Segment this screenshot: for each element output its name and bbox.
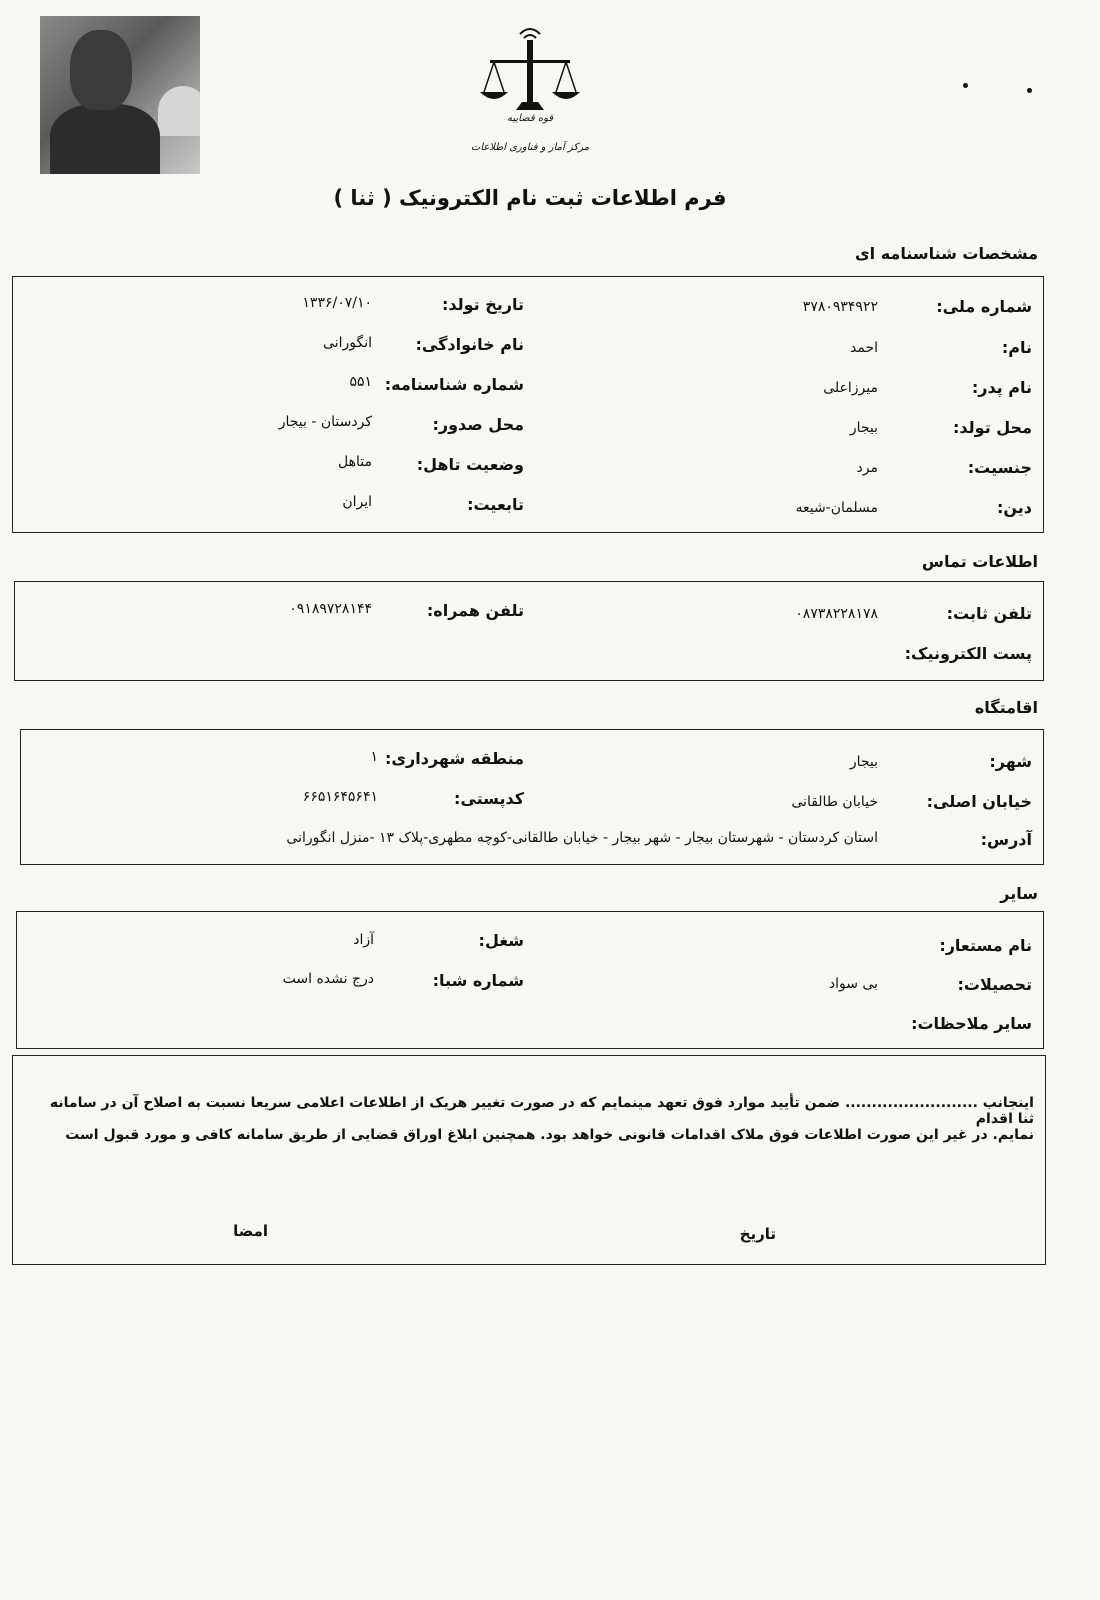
main-street-value: خیابان طالقانی	[791, 794, 878, 810]
id-number-value: ۵۵۱	[349, 374, 372, 390]
postal-code-label: کدپستی:	[454, 789, 524, 808]
identity-box	[12, 276, 1044, 533]
email-label: پست الکترونیک:	[904, 644, 1032, 663]
notes-label: سایر ملاحظات:	[911, 1014, 1032, 1033]
section-title-other: سایر	[1000, 884, 1038, 903]
sheba-value: درج نشده است	[282, 971, 374, 987]
landline-value: ۰۸۷۳۸۲۲۸۱۷۸	[795, 606, 878, 622]
marital-status-value: متاهل	[338, 454, 372, 470]
section-title-identity: مشخصات شناسنامه ای	[854, 244, 1038, 263]
nationality-label: تابعیت:	[467, 495, 524, 514]
municipal-district-value: ۱	[370, 749, 378, 765]
section-title-residence: اقامتگاه	[974, 698, 1038, 717]
father-name-label: نام پدر:	[971, 378, 1032, 397]
last-name-value: انگورانی	[323, 335, 372, 351]
applicant-photo	[40, 16, 200, 174]
signature-label: امضا	[233, 1222, 268, 1240]
logo-caption-judiciary: قوه قضاییه	[506, 113, 554, 124]
postal-code-value: ۶۶۵۱۶۴۵۶۴۱	[302, 789, 378, 805]
declaration-box	[12, 1055, 1046, 1265]
id-number-label: شماره شناسنامه:	[384, 375, 524, 394]
national-id-value: ۳۷۸۰۹۳۴۹۲۲	[802, 299, 878, 315]
religion-label: دین:	[996, 498, 1032, 517]
section-title-contact: اطلاعات تماس	[921, 552, 1038, 571]
dot-mark	[1027, 88, 1032, 93]
page-title: فرم اطلاعات ثبت نام الکترونیک ( ثنا )	[333, 186, 727, 210]
city-value: بیجار	[849, 754, 878, 770]
nationality-value: ایران	[342, 494, 372, 510]
mobile-value: ۰۹۱۸۹۷۲۸۱۴۴	[289, 601, 372, 617]
job-label: شغل:	[478, 931, 524, 950]
other-box	[16, 911, 1044, 1049]
birth-place-value: بیجار	[849, 420, 878, 436]
issue-place-value: کردستان - بیجار	[278, 414, 372, 430]
father-name-value: میرزاعلی	[823, 380, 878, 396]
declaration-line-2: نمایم. در غیر این صورت اطلاعات فوق ملاک اقدامات قانونی خواهد بود. همچنین ابلاغ اوراق قضایی از طریق سامانه کافی و مورد قبول است	[65, 1127, 1034, 1143]
city-label: شهر:	[989, 752, 1032, 771]
birth-date-value: ۱۳۳۶/۰۷/۱۰	[302, 295, 372, 311]
dot-mark	[963, 83, 968, 88]
main-street-label: خیابان اصلی:	[926, 792, 1032, 811]
address-value: استان کردستان - شهرستان بیجار - شهر بیجار - خیابان طالقانی-کوچه مطهری-پلاک ۱۳ -منزل انگورانی	[286, 830, 878, 846]
alias-label: نام مستعار:	[939, 936, 1032, 955]
judiciary-scales-logo	[470, 22, 590, 162]
birth-place-label: محل تولد:	[953, 418, 1032, 437]
mobile-label: تلفن همراه:	[426, 601, 524, 620]
birth-date-label: تاریخ تولد:	[441, 295, 524, 314]
job-value: آزاد	[353, 932, 374, 948]
last-name-label: نام خانوادگی:	[415, 335, 524, 354]
first-name-value: احمد	[850, 340, 878, 356]
declaration-line-1: اینجانب ......................... ضمن تأیید موارد فوق تعهد مینمایم که در صورت تغییر هریک از اطلاعات اعلامی سریعا نسبت به اصلاح آن در سامانه ثنا اقدام	[49, 1095, 1034, 1127]
issue-place-label: محل صدور:	[432, 415, 524, 434]
national-id-label: شماره ملی:	[936, 297, 1032, 316]
education-label: تحصیلات:	[957, 975, 1032, 994]
religion-value: مسلمان-شیعه	[795, 500, 878, 516]
landline-label: تلفن ثابت:	[946, 604, 1032, 623]
sheba-label: شماره شبا:	[432, 971, 524, 990]
gender-value: مرد	[856, 460, 878, 476]
marital-status-label: وضعیت تاهل:	[416, 455, 524, 474]
gender-label: جنسیت:	[967, 458, 1032, 477]
address-label: آدرس:	[980, 830, 1032, 849]
first-name-label: نام:	[1001, 338, 1032, 357]
logo-caption-center: مرکز آمار و فناوری اطلاعات	[470, 142, 590, 153]
date-label: تاریخ	[739, 1225, 776, 1243]
education-value: بی سواد	[828, 976, 878, 992]
contact-box	[14, 581, 1044, 681]
municipal-district-label: منطقه شهرداری:	[384, 749, 524, 768]
